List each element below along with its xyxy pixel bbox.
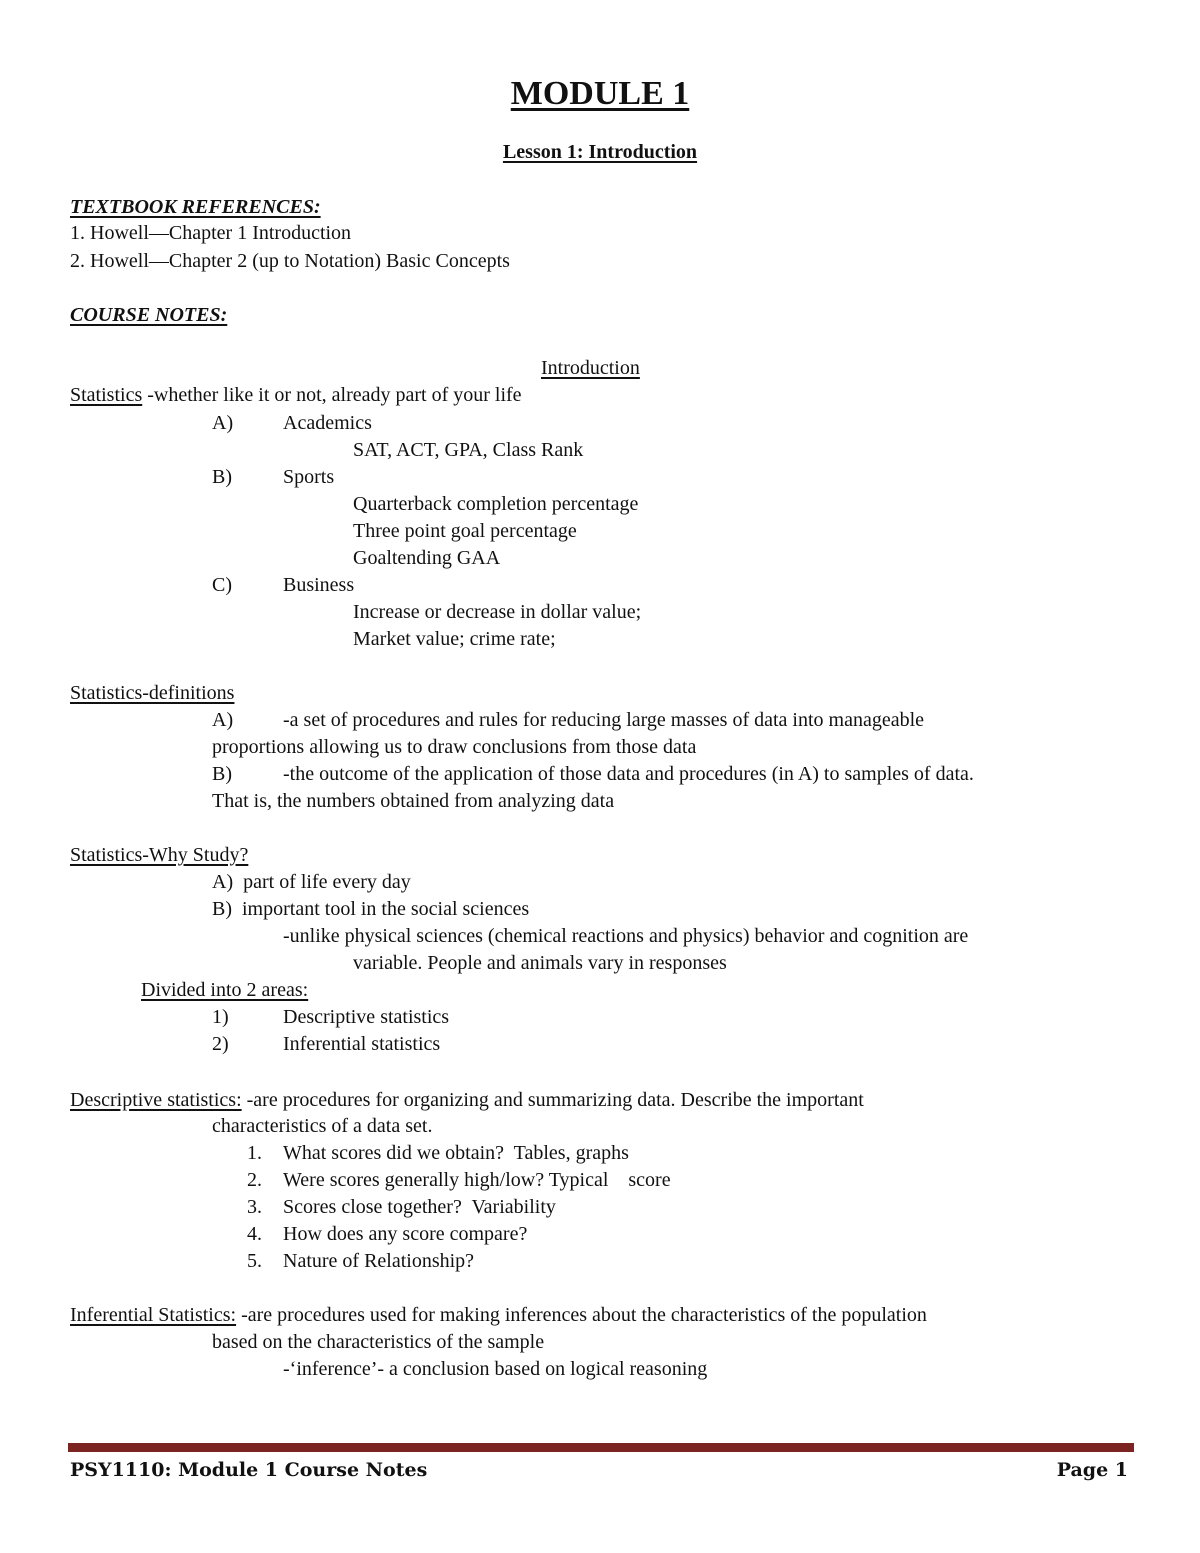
course-notes-heading: COURSE NOTES: (70, 304, 228, 326)
statistics-term: Statistics (70, 384, 143, 406)
footer-rule (68, 1443, 1134, 1452)
descriptive-item-5: Nature of Relationship? (283, 1250, 475, 1272)
inferential-text: -are procedures used for making inferences about the characteristics of the population (236, 1304, 927, 1326)
textbook-reference-2: 2. Howell—Chapter 2 (up to Notation) Basic Concepts (70, 250, 510, 272)
item-b-detail-3: Goaltending GAA (353, 547, 501, 569)
introduction-heading: Introduction (541, 357, 640, 379)
descriptive-item-4: How does any score compare? (283, 1223, 528, 1245)
textbook-reference-1: 1. Howell—Chapter 1 Introduction (70, 222, 352, 244)
definition-a-marker: A) (212, 709, 234, 731)
why-study-note-2: variable. People and animals vary in responses (353, 952, 727, 974)
descriptive-item-5-marker: 5. (247, 1250, 262, 1272)
footer-course-title: PSY1110: Module 1 Course Notes (70, 1459, 428, 1481)
inferential-line-1 (70, 1302, 927, 1328)
why-study-heading: Statistics-Why Study? (70, 844, 249, 866)
item-b-label: Sports (283, 466, 335, 488)
textbook-references-heading: TEXTBOOK REFERENCES: (70, 196, 321, 218)
descriptive-item-2: Were scores generally high/low? Typical score (283, 1169, 671, 1191)
descriptive-item-3: Scores close together? Variability (283, 1196, 556, 1218)
item-a-detail: SAT, ACT, GPA, Class Rank (353, 439, 584, 461)
item-b-detail-1: Quarterback completion percentage (353, 493, 639, 515)
area-1-marker: 1) (212, 1006, 229, 1028)
descriptive-item-1: What scores did we obtain? Tables, graphs (283, 1142, 629, 1164)
page-title: MODULE 1 (510, 75, 690, 112)
inferential-line-2: based on the characteristics of the sample (212, 1331, 545, 1353)
descriptive-item-2-marker: 2. (247, 1169, 262, 1191)
descriptive-term: Descriptive statistics: (70, 1089, 242, 1111)
item-c-label: Business (283, 574, 355, 596)
footer-page-number: Page 1 (1056, 1459, 1128, 1481)
lesson-title: Lesson 1: Introduction (502, 141, 698, 163)
definition-b-line-1: -the outcome of the application of those data and procedures (in A) to samples of data. (283, 763, 974, 785)
descriptive-line-2: characteristics of a data set. (212, 1115, 433, 1137)
area-1-label: Descriptive statistics (283, 1006, 450, 1028)
divided-heading: Divided into 2 areas: (141, 979, 309, 1001)
area-2-marker: 2) (212, 1033, 229, 1055)
why-study-b: B) important tool in the social sciences (212, 898, 530, 920)
descriptive-line-1 (70, 1087, 864, 1113)
item-c-marker: C) (212, 574, 232, 596)
definition-b-marker: B) (212, 763, 232, 785)
descriptive-item-4-marker: 4. (247, 1223, 262, 1245)
why-study-note-1: -unlike physical sciences (chemical reactions and physics) behavior and cognition are (283, 925, 969, 947)
item-b-detail-2: Three point goal percentage (353, 520, 577, 542)
item-a-marker: A) (212, 412, 234, 434)
definition-a-line-2: proportions allowing us to draw conclusions from those data (212, 736, 697, 758)
item-c-detail-2: Market value; crime rate; (353, 628, 556, 650)
statistics-intro-text: -whether like it or not, already part of your life (142, 384, 522, 406)
area-2-label: Inferential statistics (283, 1033, 441, 1055)
item-a-label: Academics (283, 412, 372, 434)
definition-a-line-1: -a set of procedures and rules for reducing large masses of data into manageable (283, 709, 925, 731)
descriptive-item-1-marker: 1. (247, 1142, 262, 1164)
item-c-detail-1: Increase or decrease in dollar value; (353, 601, 642, 623)
descriptive-text: -are procedures for organizing and summarizing data. Describe the important (241, 1089, 864, 1111)
definition-b-line-2: That is, the numbers obtained from analyzing data (212, 790, 615, 812)
descriptive-item-3-marker: 3. (247, 1196, 262, 1218)
statistics-intro-line (70, 382, 522, 408)
definitions-heading: Statistics-definitions (70, 682, 235, 704)
why-study-a: A) part of life every day (212, 871, 411, 893)
inferential-term: Inferential Statistics: (70, 1304, 237, 1326)
item-b-marker: B) (212, 466, 232, 488)
inferential-line-3: -‘inference’- a conclusion based on logical reasoning (283, 1358, 708, 1380)
